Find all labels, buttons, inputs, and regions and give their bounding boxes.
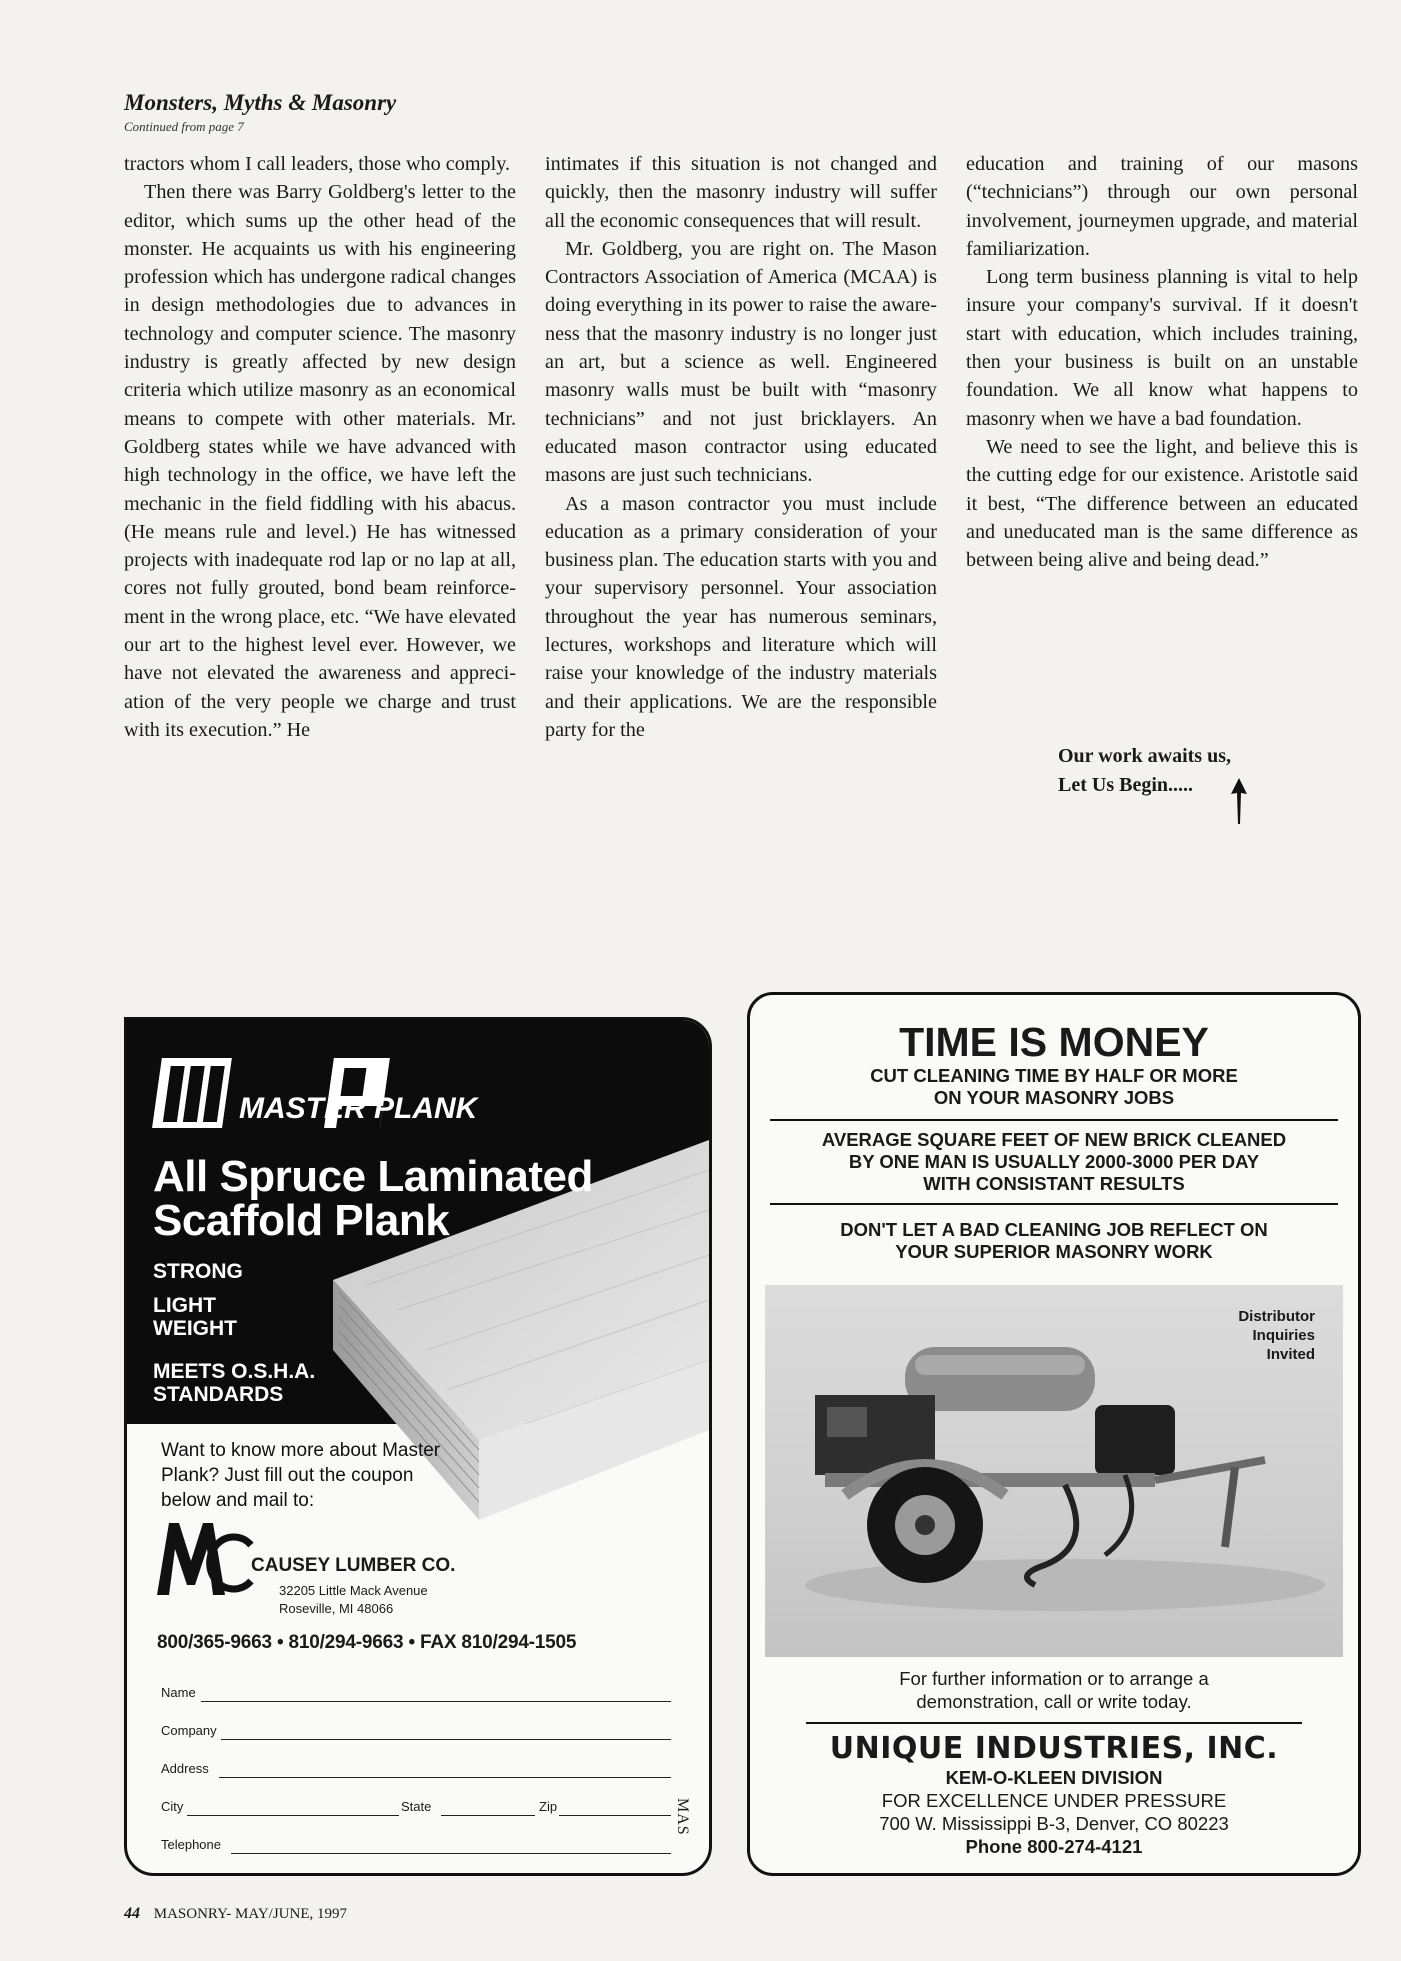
company-city: Roseville, MI 48066 [279, 1601, 394, 1616]
distributor-note [1238, 1307, 1315, 1364]
company-address: 700 W. Mississippi B-3, Denver, CO 80223 [879, 1813, 1229, 1834]
article-column-2 [545, 150, 937, 744]
company-name: CAUSEY LUMBER CO. [251, 1555, 456, 1576]
company-phone: Phone 800-274-4121 [965, 1836, 1143, 1857]
feature-osha: MEETS O.S.H.A. [153, 1360, 316, 1383]
telephone-field[interactable] [231, 1853, 671, 1854]
claim-line: AVERAGE SQUARE FEET OF NEW BRICK CLEANED [821, 1129, 1287, 1150]
paragraph: As a mason contractor you must include education as a primary consideration of your business plan. The education starts with you and your supervisory personnel. Your association throughout the year has numerous seminars, lectures, workshops and literature which will raise your knowledge of the industry materials and their applications. We are the responsible party for the [545, 492, 937, 741]
feature-light: LIGHT [153, 1294, 216, 1317]
coupon-city-row [161, 1794, 671, 1816]
subtitle-line: ON YOUR MASONRY JOBS [933, 1087, 1175, 1108]
coupon-company-row [161, 1718, 671, 1740]
coupon-label: Company [161, 1723, 217, 1738]
signoff-line: Our work awaits us, [1058, 745, 1231, 767]
article-column-3 [966, 150, 1358, 574]
feature-standards: STANDARDS [153, 1383, 284, 1406]
warning-line: YOUR SUPERIOR MASONRY WORK [895, 1241, 1213, 1262]
headline-line: Scaffold Plank [153, 1196, 450, 1245]
city-field[interactable] [187, 1815, 399, 1816]
zip-field[interactable] [559, 1815, 671, 1816]
coupon-label: Address [161, 1761, 209, 1776]
mccausey-logo [155, 1515, 255, 1601]
ad-code-tag: MAS [674, 1798, 691, 1836]
headline-line: All Spruce Laminated [153, 1152, 593, 1201]
division-name: KEM-O-KLEEN DIVISION [945, 1767, 1163, 1788]
unique-industries-ad [747, 992, 1361, 1876]
masterplank-headline [153, 1152, 593, 1245]
claim-line: BY ONE MAN IS USUALLY 2000-3000 PER DAY [848, 1151, 1260, 1172]
company-phones: 800/365-9663 • 810/294-9663 • FAX 810/294-1505 [157, 1632, 577, 1653]
coupon-telephone-row [161, 1832, 671, 1854]
distributor-line: Invited [1266, 1346, 1315, 1363]
continued-note: Continued from page 7 [124, 119, 244, 134]
subtitle-line: CUT CLEANING TIME BY HALF OR MORE [870, 1065, 1238, 1086]
address-field[interactable] [219, 1777, 671, 1778]
coupon-label: Name [161, 1685, 196, 1700]
divider [770, 1119, 1338, 1121]
coupon-label: City [161, 1799, 184, 1814]
signoff-line: Let Us Begin..... [1058, 774, 1193, 796]
company-name: UNIQUE INDUSTRIES, INC. [829, 1731, 1279, 1766]
info-text [750, 1667, 1358, 1713]
claim-line: WITH CONSISTANT RESULTS [923, 1173, 1185, 1194]
state-field[interactable] [441, 1815, 535, 1816]
end-mark-arrow-icon [1229, 778, 1249, 824]
paragraph: Mr. Goldberg, you are right on. The Mason Contractors Association of America (MCAA) is doing everything in its power to raise the awareness that the masonry industry is no longer just an art, but a science as well. Engineered masonry walls must be built with “masonry technicians” and not just bricklayers. An educated mason contractor using educated masons are just such technicians. [545, 237, 937, 487]
coupon-label: Zip [539, 1799, 558, 1814]
coupon-name-row [161, 1680, 671, 1702]
company-address: 32205 Little Mack Avenue [279, 1583, 428, 1598]
masterplank-ad [124, 1017, 712, 1876]
paragraph: Then there was Barry Goldberg's letter to the editor, which sums up the other head of the monster. He acquaints us with his engineering profession which has undergone radical changes in design methodologies due to advances in technology and computer science. The masonry industry is greatly affected by new design criteria which utilize masonry as an economical means to compete with other materials. Mr. Goldberg states while we have advanced with high technology in the office, we have left the mechanic in the field fiddling with his abacus. (He means rule and level.) He has witnessed projects with inadequate rod lap or no lap at all, cores not fully grouted, bond beam reinforcement in the wrong place, etc. “We have elevated our art to the highest level ever. However, we have not elevated the awareness and appreciation of the very people we charge and trust with its execution.” He [124, 181, 516, 741]
warning-line: DON'T LET A BAD CLEANING JOB REFLECT ON [840, 1219, 1268, 1240]
info-line: demonstration, call or write today. [916, 1691, 1192, 1712]
company-field[interactable] [221, 1739, 671, 1740]
coupon-label: State [401, 1799, 432, 1814]
article-signoff [1058, 742, 1231, 800]
coupon-address-row [161, 1756, 671, 1778]
logo-text: MASTER PLANK [239, 1092, 478, 1125]
paragraph: intimates if this situation is not changed and quickly, then the masonry industry will suffer all the economic consequences that will result. [545, 153, 937, 232]
paragraph: Long term business planning is vital to help insure your company's survival. If it doesn't start with education, which includes training, then your business is built on an unstable foundation. We all know what happens to masonry when we have a bad foundation. [966, 266, 1358, 430]
article-title: Monsters, Myths & Masonry [124, 90, 397, 115]
feature-strong: STRONG [153, 1260, 243, 1283]
paragraph: We need to see the light, and believe this is the cutting edge for our existence. Aristotle said it best, “The difference between an educated and uneducated man is the same difference as between being alive and being dead.” [966, 435, 1358, 572]
slogan: FOR EXCELLENCE UNDER PRESSURE [881, 1790, 1227, 1811]
publication-info: MASONRY- MAY/JUNE, 1997 [153, 1906, 347, 1922]
ad-title: TIME IS MONEY [899, 1019, 1209, 1065]
feature-weight: WEIGHT [153, 1317, 237, 1340]
masterplank-logo [149, 1050, 479, 1140]
divider [806, 1722, 1302, 1724]
divider [770, 1203, 1338, 1205]
distributor-line: Inquiries [1252, 1327, 1315, 1344]
masterplank-intro: Want to know more about Master Plank? Just fill out the coupon below and mail to: [161, 1440, 441, 1511]
paragraph: tractors whom I call leaders, those who comply. [124, 153, 511, 175]
article-column-1 [124, 150, 516, 744]
distributor-line: Distributor [1238, 1308, 1315, 1325]
info-line: For further information or to arrange a [899, 1668, 1209, 1689]
coupon-label: Telephone [161, 1837, 221, 1852]
page-footer [124, 1905, 347, 1923]
pressure-washer-photo [765, 1285, 1343, 1657]
paragraph: education and training of our masons (“technicians”) through our own personal involvement, journeymen upgrade, and material familiarization. [966, 153, 1358, 260]
name-field[interactable] [201, 1701, 671, 1702]
page-number: 44 [124, 1905, 140, 1922]
